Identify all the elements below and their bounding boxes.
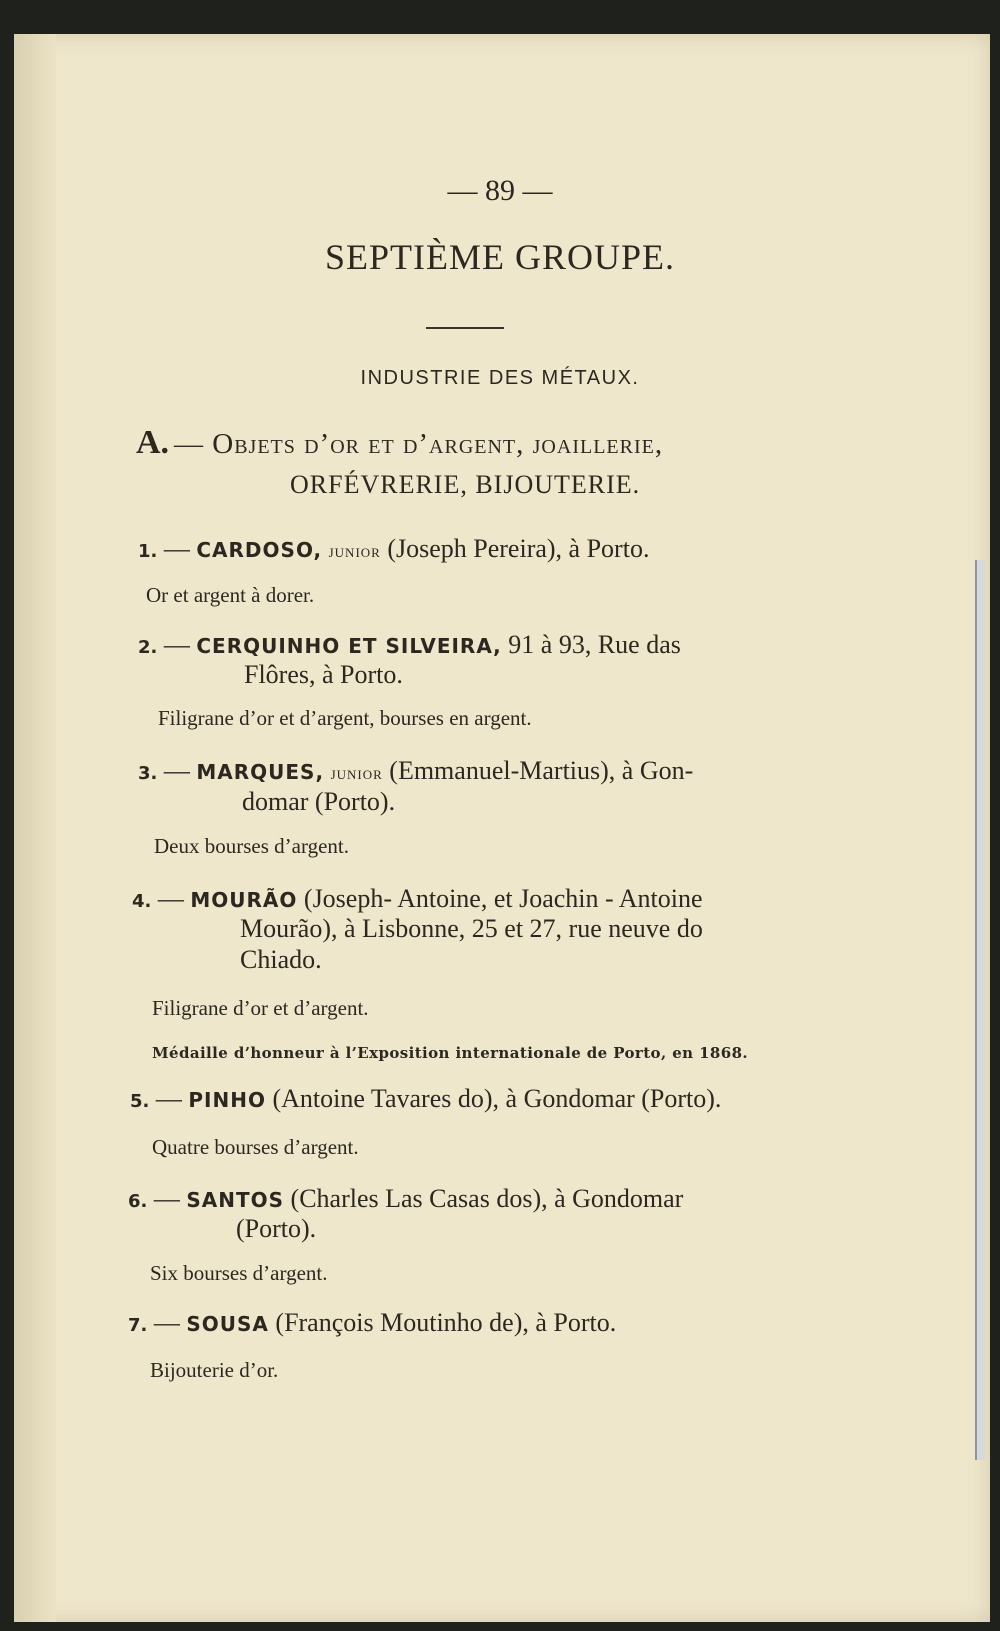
section-title-line2: ORFÉVRERIE, BIJOUTERIE. <box>290 470 641 499</box>
entry-name: PINHO <box>188 1088 266 1112</box>
entry-4-award: Médaille d’honneur à l’Exposition internationale de Porto, en 1868. <box>152 1044 749 1062</box>
entry-4-line3: Chiado. <box>240 945 322 974</box>
entry-qualifier: junior <box>328 541 381 562</box>
entry-3-line2: domar (Porto). <box>242 787 396 816</box>
entry-6-line1 <box>128 1184 683 1214</box>
entry-dash: — <box>155 1084 182 1113</box>
entry-number: 3. <box>138 763 158 784</box>
page-number: — 89 — <box>447 174 553 207</box>
entry-name: SOUSA <box>186 1312 269 1336</box>
page-edge-marker <box>975 560 985 1460</box>
entry-4-line1 <box>132 884 703 914</box>
group-title: SEPTIÈME GROUPE. <box>324 237 676 277</box>
industry-heading: INDUSTRIE DES MÉTAUX. <box>360 367 640 389</box>
entry-name: MOURÃO <box>190 888 298 912</box>
entry-1-line1 <box>138 534 649 564</box>
section-title-line1: — Objets d’or et d’argent, joaillerie, <box>174 428 664 460</box>
entry-7-line1 <box>128 1308 616 1338</box>
entry-6-description: Six bourses d’argent. <box>150 1261 328 1285</box>
entry-name: MARQUES, <box>196 760 325 784</box>
entry-text: (Antoine Tavares do), à Gondomar (Porto). <box>272 1084 722 1113</box>
entry-dash: — <box>163 756 190 785</box>
entry-5-line1 <box>130 1084 721 1114</box>
entry-text: (Charles Las Casas dos), à Gondomar <box>290 1184 684 1213</box>
entry-dash: — <box>163 630 190 659</box>
entry-number: 4. <box>132 891 152 912</box>
entry-number: 2. <box>138 637 158 658</box>
entry-qualifier: junior <box>330 763 383 784</box>
entry-dash: — <box>153 1184 180 1213</box>
entry-text: (Emmanuel-Martius), à Gon- <box>389 756 694 785</box>
entry-3-description: Deux bourses d’argent. <box>154 834 349 858</box>
entry-2-description: Filigrane d’or et d’argent, bourses en argent. <box>158 706 532 730</box>
entry-number: 5. <box>130 1091 150 1112</box>
entry-3-line1 <box>138 756 693 786</box>
title-rule <box>426 327 504 329</box>
entry-2-line1 <box>138 630 681 660</box>
entry-text: (Joseph- Antoine, et Joachin - Antoine <box>303 884 703 913</box>
entry-1-description: Or et argent à dorer. <box>146 583 315 607</box>
entry-text: 91 à 93, Rue das <box>508 630 681 659</box>
entry-dash: — <box>163 534 190 563</box>
entry-name: CERQUINHO ET SILVEIRA, <box>196 634 502 658</box>
entry-dash: — <box>157 884 184 913</box>
section-letter: A. <box>136 424 170 461</box>
entry-text: (Joseph Pereira), à Porto. <box>387 534 650 563</box>
entry-text: (François Moutinho de), à Porto. <box>275 1308 617 1337</box>
entry-4-line2: Mourão), à Lisbonne, 25 et 27, rue neuve do <box>240 914 703 943</box>
entry-2-line2: Flôres, à Porto. <box>244 660 403 689</box>
entry-name: SANTOS <box>186 1188 285 1212</box>
entry-number: 7. <box>128 1315 148 1336</box>
entry-dash: — <box>153 1308 180 1337</box>
entry-5-description: Quatre bourses d’argent. <box>152 1135 359 1159</box>
entry-7-description: Bijouterie d’or. <box>150 1358 279 1382</box>
entry-name: CARDOSO, <box>196 538 323 562</box>
entry-6-line2: (Porto). <box>236 1214 317 1243</box>
entry-number: 6. <box>128 1191 148 1212</box>
entry-4-description: Filigrane d’or et d’argent. <box>152 996 369 1020</box>
entry-number: 1. <box>138 541 158 562</box>
